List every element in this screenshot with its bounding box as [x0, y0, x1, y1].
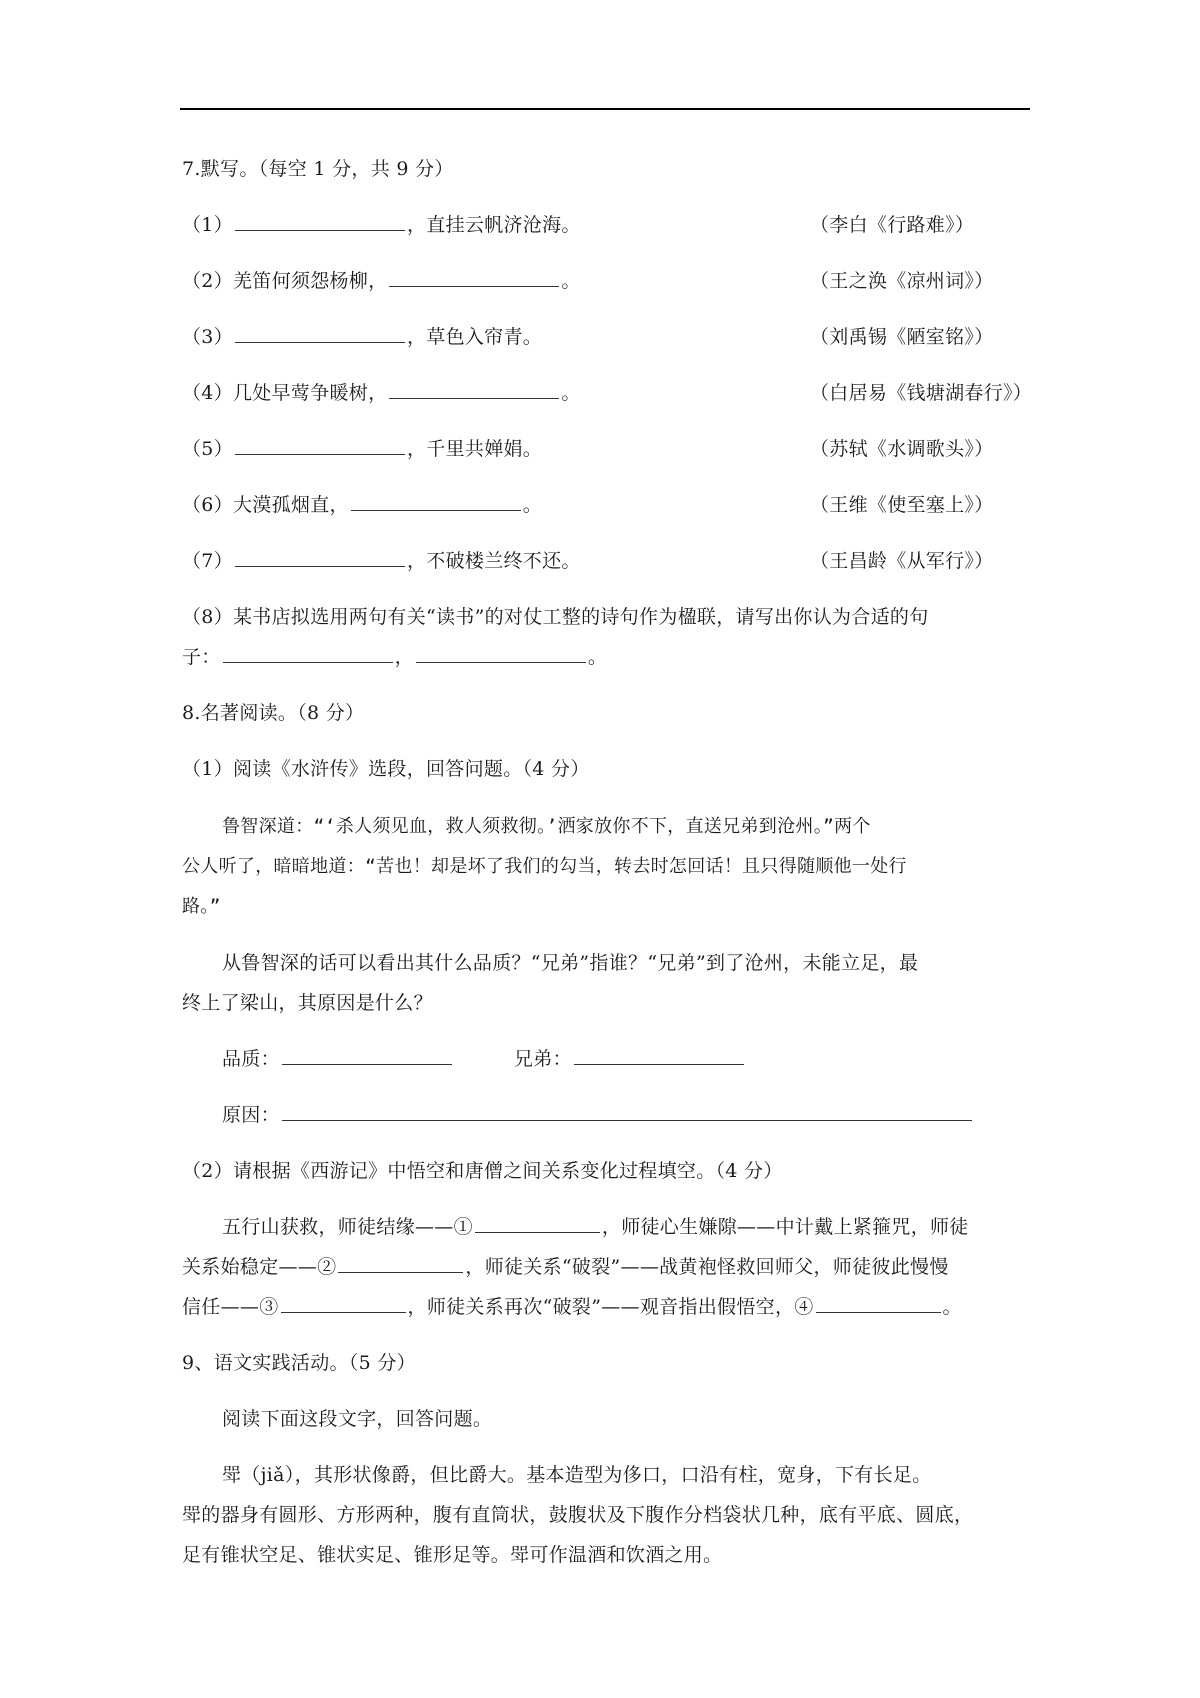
q7-item-2-post: 。 [561, 270, 581, 292]
q8-fill-line3 [182, 1292, 962, 1319]
q7-item-5 [182, 434, 994, 461]
q7-item-8-blank-1[interactable] [223, 644, 393, 663]
q9-paragraph-line2: 斝的器身有圆形、方形两种，腹有直筒状，鼓腹状及下腹作分档袋状几种，底有平底、圆底， [182, 1504, 974, 1526]
fill-b1: 关系始稳定——② [182, 1256, 337, 1278]
q7-item-1-post: ，直挂云帆济沧海。 [407, 214, 581, 236]
q7-item-8-mid: ， [394, 646, 414, 668]
brother-label: 兄弟： [513, 1048, 572, 1070]
q7-item-4-pre: （4）几处早莺争暖树， [182, 382, 388, 404]
q7-item-3-post: ，草色入帘青。 [407, 326, 543, 348]
q7-item-7-source: （王昌龄《从军行》） [810, 550, 994, 572]
q7-item-3 [182, 322, 994, 349]
q7-item-8-blank-2[interactable] [416, 644, 586, 663]
q7-item-4-source: （白居易《钱塘湖春行》） [810, 382, 1033, 404]
fill-blank-2[interactable] [338, 1254, 463, 1273]
q9-title: 9、语文实践活动。（5 分） [182, 1352, 416, 1374]
reason-blank[interactable] [282, 1102, 972, 1121]
q8-fill-line2 [182, 1252, 949, 1279]
q7-item-8-pre: 子： [182, 646, 221, 668]
q7-item-3-pre: （3） [182, 326, 233, 348]
q8-question-line2: 终上了梁山，其原因是什么？ [182, 992, 433, 1014]
header-rule [180, 108, 1030, 110]
q7-item-2-pre: （2）羌笛何须怨杨柳， [182, 270, 388, 292]
q7-item-5-blank[interactable] [235, 436, 405, 455]
fill-c2: ，师徒关系再次“破裂”——观音指出假悟空，④ [407, 1296, 814, 1318]
fill-b2: ，师徒关系“破裂”——战黄袍怪救回师父，师徒彼此慢慢 [465, 1256, 949, 1278]
q7-item-6-pre: （6）大漠孤烟直， [182, 494, 349, 516]
q7-item-3-blank[interactable] [235, 324, 405, 343]
fill-a1: 五行山获救，师徒结缘——① [222, 1216, 473, 1238]
q8-passage-line3: 路。” [182, 896, 221, 917]
fill-blank-1[interactable] [475, 1214, 600, 1233]
q7-item-5-post: ，千里共婵娟。 [407, 438, 543, 460]
fill-a2: ，师徒心生嫌隙——中计戴上紧箍咒，师徒 [601, 1216, 969, 1238]
q9-paragraph-line1: 斝（jiǎ），其形状像爵，但比爵大。基本造型为侈口，口沿有柱，宽身，下有长足。 [222, 1464, 932, 1486]
q7-item-3-source: （刘禹锡《陋室铭》） [810, 326, 994, 348]
q7-item-8-line1: （8）某书店拟选用两句有关“读书”的对仗工整的诗句作为楹联，请写出你认为合适的句 [182, 606, 929, 628]
q7-item-2 [182, 266, 994, 293]
q8-sub1: （1）阅读《水浒传》选段，回答问题。（4 分） [182, 758, 590, 780]
q7-item-6 [182, 490, 994, 517]
q7-item-6-post: 。 [522, 494, 543, 516]
q7-item-6-blank[interactable] [351, 492, 521, 511]
q7-item-1-source: （李白《行路难》） [810, 214, 975, 236]
q7-title: 7.默写。（每空 1 分，共 9 分） [182, 158, 454, 180]
q7-item-1-blank[interactable] [235, 212, 405, 231]
q8-answer-row [222, 1044, 746, 1071]
q7-item-7-blank[interactable] [235, 548, 405, 567]
q7-item-4-post: 。 [561, 382, 581, 404]
reason-label: 原因： [222, 1104, 280, 1126]
q7-item-1 [182, 210, 975, 237]
q8-sub2: （2）请根据《西游记》中悟空和唐僧之间关系变化过程填空。（4 分） [182, 1160, 783, 1182]
fill-c1: 信任——③ [182, 1296, 279, 1318]
q8-reason-row [222, 1100, 974, 1127]
q7-item-5-pre: （5） [182, 438, 233, 460]
q8-question-line1: 从鲁智深的话可以看出其什么品质？“兄弟”指谁？“兄弟”到了沧州，未能立足，最 [222, 952, 919, 974]
q8-title: 8.名著阅读。（8 分） [182, 702, 365, 724]
q8-passage-line1: 鲁智深道：“‘杀人须见血，救人须救彻。’洒家放你不下，直送兄弟到沧州。”两个 [222, 816, 871, 837]
q7-item-5-source: （苏轼《水调歌头》） [810, 438, 994, 460]
q7-item-7-post: ，不破楼兰终不还。 [407, 550, 581, 572]
brother-blank[interactable] [574, 1046, 744, 1065]
q7-item-2-source: （王之涣《凉州词》） [810, 270, 994, 292]
q7-item-4 [182, 378, 1033, 405]
q9-paragraph-line3: 足有锥状空足、锥状实足、锥形足等。斝可作温酒和饮酒之用。 [182, 1544, 723, 1566]
q7-item-8-end: 。 [587, 646, 608, 668]
fill-blank-4[interactable] [816, 1294, 941, 1313]
fill-blank-3[interactable] [281, 1294, 406, 1313]
q7-item-8-line2 [182, 642, 607, 669]
q7-item-4-blank[interactable] [389, 380, 559, 399]
q7-item-1-pre: （1） [182, 214, 233, 236]
quality-blank[interactable] [282, 1046, 452, 1065]
fill-c3: 。 [942, 1296, 962, 1318]
q7-item-6-source: （王维《使至塞上》） [810, 494, 994, 516]
q8-passage-line2: 公人听了，暗暗地道：“苦也！却是坏了我们的勾当，转去时怎回话！且只得随顺他一处行 [182, 856, 907, 877]
q7-item-2-blank[interactable] [389, 268, 559, 287]
quality-label: 品质： [222, 1048, 280, 1070]
q7-item-7-pre: （7） [182, 550, 233, 572]
q7-item-7 [182, 546, 994, 573]
q8-fill-line1 [222, 1212, 969, 1239]
q9-intro: 阅读下面这段文字，回答问题。 [222, 1408, 493, 1430]
